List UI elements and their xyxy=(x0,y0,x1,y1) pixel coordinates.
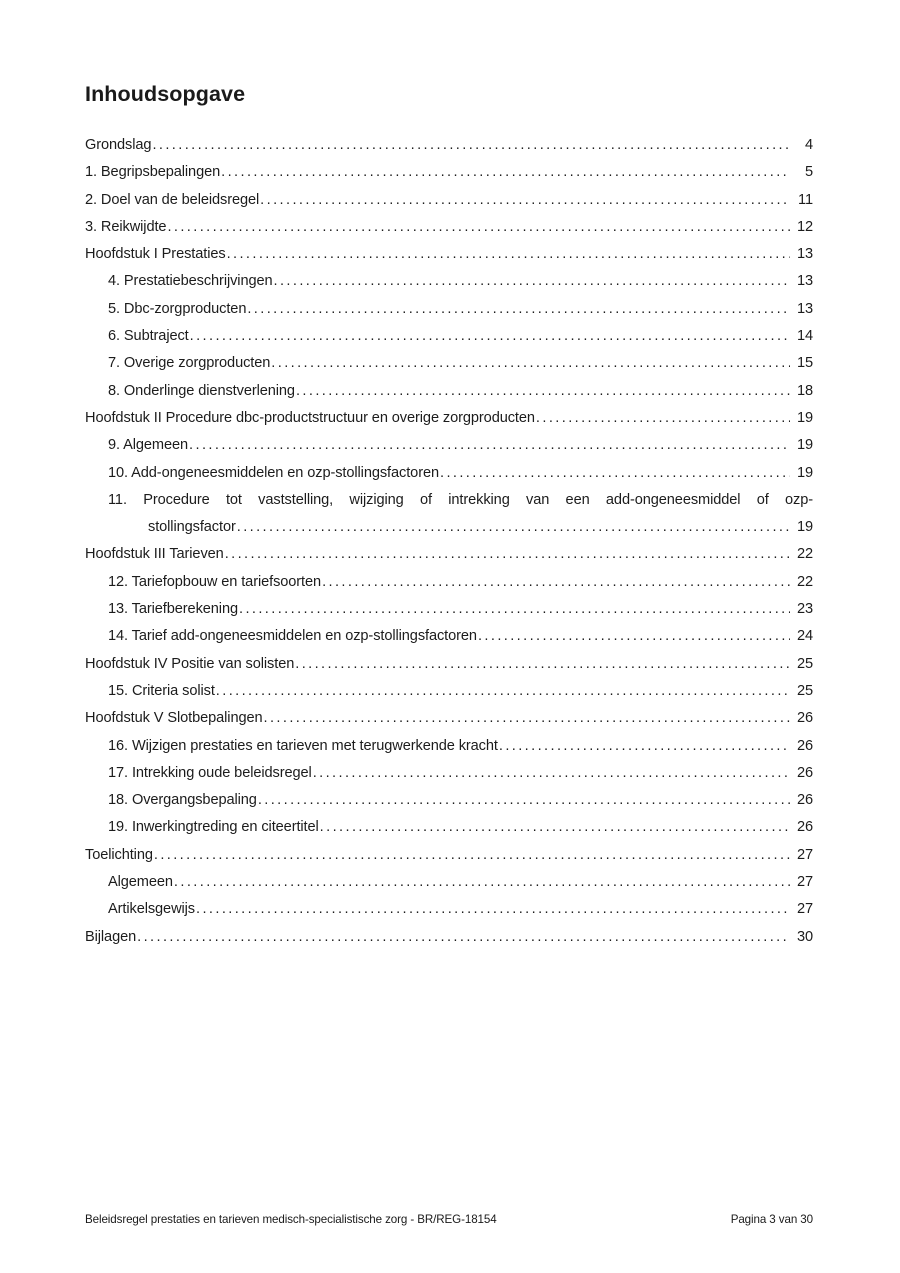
toc-entry-label: Artikelsgewijs xyxy=(108,901,195,918)
dot-leader xyxy=(499,733,790,760)
toc-entry-page: 4 xyxy=(804,137,813,153)
dot-leader xyxy=(239,596,790,623)
toc-entry xyxy=(85,760,813,787)
dot-leader xyxy=(313,760,790,787)
page-footer xyxy=(85,1213,813,1226)
toc-entry-page: 26 xyxy=(796,819,813,836)
toc-entry-label: 16. Wijzigen prestaties en tarieven met terugwerkende kracht xyxy=(108,737,498,754)
toc-entry-label: 5. Dbc-zorgproducten xyxy=(108,300,247,317)
dot-leader xyxy=(264,705,790,732)
toc-entry xyxy=(85,487,813,542)
toc-entry-page: 18 xyxy=(796,382,813,399)
toc-entry xyxy=(85,405,813,432)
dot-leader xyxy=(274,268,790,295)
toc-entry-page: 27 xyxy=(796,901,813,918)
toc-entry-label: 15. Criteria solist xyxy=(108,682,215,699)
toc-entry xyxy=(85,842,813,869)
toc-entry-row xyxy=(85,541,813,568)
toc-entry-row xyxy=(108,268,813,295)
toc-entry-row xyxy=(108,869,813,896)
toc-entry-page: 5 xyxy=(804,164,813,181)
toc-entry-row xyxy=(85,187,813,214)
toc-entry-label: Hoofdstuk III Tarieven xyxy=(85,546,224,563)
toc-entry-row xyxy=(85,241,813,268)
toc-entry-label: Hoofdstuk I Prestaties xyxy=(85,246,226,263)
toc-entry-label: stollingsfactor xyxy=(148,519,236,536)
dot-leader xyxy=(221,159,790,186)
dot-leader xyxy=(216,678,790,705)
toc-entry xyxy=(85,569,813,596)
toc-entry-page: 25 xyxy=(796,682,813,699)
toc-entry-page: 13 xyxy=(796,300,813,317)
toc-entry xyxy=(85,596,813,623)
dot-leader xyxy=(227,241,790,268)
toc-entry-page: 26 xyxy=(796,710,813,727)
toc-entry-label: Hoofdstuk II Procedure dbc-productstructuur en overige zorgproducten xyxy=(85,409,535,426)
dot-leader xyxy=(152,132,790,159)
toc-content xyxy=(85,82,813,951)
toc-entry-page: 12 xyxy=(796,218,813,235)
dot-leader xyxy=(189,432,790,459)
toc-entry xyxy=(85,869,813,896)
toc-entry-page: 19 xyxy=(796,437,813,454)
toc-entry-page: 25 xyxy=(796,655,813,672)
toc-entry-row xyxy=(108,569,813,596)
toc-entry-row xyxy=(108,350,813,377)
toc-entry-label: Grondslag xyxy=(85,137,152,153)
toc-entry-label: 1. Begripsbepalingen xyxy=(85,164,221,181)
toc-entry xyxy=(85,705,813,732)
toc-entry xyxy=(85,651,813,678)
toc-entry-row xyxy=(85,705,813,732)
toc-entry-row xyxy=(108,378,813,405)
dot-leader xyxy=(295,651,790,678)
toc-entry-page: 27 xyxy=(796,846,813,863)
dot-leader xyxy=(296,378,790,405)
toc-entry xyxy=(85,787,813,814)
toc-entry xyxy=(85,241,813,268)
dot-leader xyxy=(154,842,790,869)
toc-entry-row xyxy=(108,760,813,787)
toc-entry xyxy=(85,623,813,650)
toc-entry-row xyxy=(108,623,813,650)
toc-entry-row xyxy=(108,787,813,814)
toc-entry xyxy=(85,378,813,405)
toc-entry-page: 13 xyxy=(796,273,813,290)
toc-entry-label: Bijlagen xyxy=(85,928,137,945)
toc-entry-page: 24 xyxy=(796,628,813,645)
toc-entry-label: 2. Doel van de beleidsregel xyxy=(85,191,260,208)
toc-entry-row xyxy=(108,814,813,841)
toc-entry-page: 26 xyxy=(796,792,813,809)
toc-entry-row xyxy=(108,896,813,923)
toc-entry-row xyxy=(85,842,813,869)
toc-entry-label: Hoofdstuk IV Positie van solisten xyxy=(85,655,295,672)
toc-entry xyxy=(85,432,813,459)
dot-leader xyxy=(320,814,790,841)
toc-entry-page: 23 xyxy=(796,601,813,618)
dot-leader xyxy=(440,460,790,487)
toc-entry xyxy=(85,541,813,568)
dot-leader xyxy=(247,296,790,323)
toc-entry-row xyxy=(85,651,813,678)
toc-entry-page: 19 xyxy=(796,519,813,536)
toc-entry-label: 18. Overgangsbepaling xyxy=(108,792,257,809)
toc-entry-row xyxy=(108,514,813,541)
footer-page-indicator: Pagina 3 van 30 xyxy=(730,1213,813,1226)
dot-leader xyxy=(190,323,790,350)
toc-entry-label-line1: 11. Procedure tot vaststelling, wijziging of intrekking van een add-ongeneesmiddel of ozp- xyxy=(108,491,813,508)
toc-entry-row xyxy=(85,214,813,241)
toc-entry-page: 13 xyxy=(796,246,813,263)
toc-list xyxy=(85,132,813,951)
toc-entry-label: 12. Tariefopbouw en tariefsoorten xyxy=(108,573,322,590)
toc-entry-label: 14. Tarief add-ongeneesmiddelen en ozp-stollingsfactoren xyxy=(108,628,477,645)
toc-entry xyxy=(85,814,813,841)
toc-entry-page: 19 xyxy=(796,409,813,426)
dot-leader xyxy=(137,924,790,951)
toc-entry-page: 26 xyxy=(796,737,813,754)
dot-leader xyxy=(322,569,790,596)
toc-entry-label: Toelichting xyxy=(85,846,153,863)
toc-entry xyxy=(85,733,813,760)
toc-entry xyxy=(85,678,813,705)
toc-entry-row xyxy=(85,924,813,951)
toc-entry-label: 19. Inwerkingtreding en citeertitel xyxy=(108,819,319,836)
toc-entry-row xyxy=(108,678,813,705)
toc-entry-label: 9. Algemeen xyxy=(108,437,189,454)
toc-entry-label: 8. Onderlinge dienstverlening xyxy=(108,382,295,399)
toc-entry-row xyxy=(85,132,813,159)
toc-entry-row xyxy=(108,733,813,760)
footer-document-title: Beleidsregel prestaties en tarieven medisch-specialistische zorg - BR/REG-18154 xyxy=(85,1213,497,1226)
page-title: Inhoudsopgave xyxy=(85,82,246,106)
toc-entry-row xyxy=(108,596,813,623)
toc-entry-page: 15 xyxy=(796,355,813,372)
dot-leader xyxy=(536,405,790,432)
dot-leader xyxy=(478,623,790,650)
toc-entry-page: 27 xyxy=(796,874,813,891)
toc-entry-row xyxy=(108,432,813,459)
dot-leader xyxy=(196,896,790,923)
toc-entry-label: Algemeen xyxy=(108,874,173,891)
toc-entry xyxy=(85,323,813,350)
toc-entry-page: 22 xyxy=(796,546,813,563)
toc-entry-label: 10. Add-ongeneesmiddelen en ozp-stollingsfactoren xyxy=(108,464,439,481)
toc-entry xyxy=(85,924,813,951)
toc-entry xyxy=(85,214,813,241)
toc-entry-label: 7. Overige zorgproducten xyxy=(108,355,271,372)
toc-entry-label: 3. Reikwijdte xyxy=(85,218,167,235)
toc-entry-row xyxy=(85,405,813,432)
toc-entry-row xyxy=(108,323,813,350)
toc-entry xyxy=(85,159,813,186)
dot-leader xyxy=(225,541,790,568)
toc-entry xyxy=(85,187,813,214)
dot-leader xyxy=(237,514,790,541)
toc-entry xyxy=(85,296,813,323)
toc-entry-page: 11 xyxy=(798,191,813,208)
dot-leader xyxy=(260,187,790,214)
toc-entry xyxy=(85,268,813,295)
toc-entry-label: Hoofdstuk V Slotbepalingen xyxy=(85,710,263,727)
dot-leader xyxy=(271,350,790,377)
toc-entry-row xyxy=(108,460,813,487)
toc-entry-page: 14 xyxy=(796,328,813,345)
toc-entry-page: 22 xyxy=(796,573,813,590)
toc-entry xyxy=(85,350,813,377)
toc-entry-page: 26 xyxy=(796,764,813,781)
toc-entry-row xyxy=(108,296,813,323)
toc-entry-label: 17. Intrekking oude beleidsregel xyxy=(108,764,312,781)
dot-leader xyxy=(258,787,790,814)
toc-entry xyxy=(85,132,813,159)
toc-entry xyxy=(85,460,813,487)
toc-entry-label: 4. Prestatiebeschrijvingen xyxy=(108,273,273,290)
toc-entry-label: 13. Tariefberekening xyxy=(108,601,238,618)
toc-entry xyxy=(85,896,813,923)
toc-entry-row xyxy=(85,159,813,186)
toc-entry-label: 6. Subtraject xyxy=(108,328,189,345)
toc-entry-page: 19 xyxy=(796,464,813,481)
toc-entry-page: 30 xyxy=(796,928,813,945)
dot-leader xyxy=(167,214,790,241)
dot-leader xyxy=(174,869,790,896)
